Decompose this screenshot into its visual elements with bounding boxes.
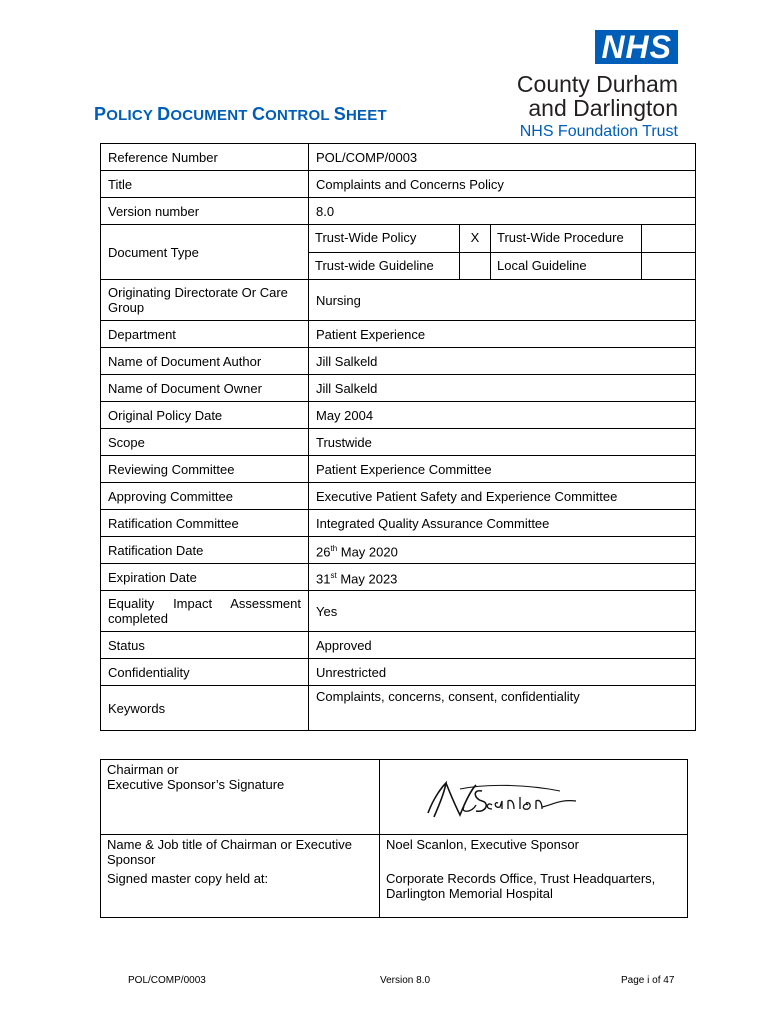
table-row [101,171,696,198]
table-row [101,632,696,659]
date-day: 26 [316,544,331,560]
table-row [101,429,696,456]
row-label: Expiration Date [101,564,309,591]
org-name-line1: County Durham [516,71,678,97]
table-row [101,321,696,348]
row-label: Name of Document Author [101,348,309,375]
row-value: Integrated Quality Assurance Committee [309,510,696,537]
name-job-value: Noel Scanlon, Executive Sponsor [380,835,688,870]
row-value: Nursing [309,280,696,321]
row-value: Executive Patient Safety and Experience Committee [309,483,696,510]
signature-table [100,759,688,918]
signature-box [380,760,688,835]
table-row [101,280,696,321]
row-value: Complaints and Concerns Policy [309,171,696,198]
row-label: Name of Document Owner [101,375,309,402]
nhs-logo [488,30,678,142]
row-value: Yes [309,591,696,632]
row-value: Patient Experience Committee [309,456,696,483]
org-name-line2: and Darlington [528,95,678,121]
date-rest: May 2020 [337,544,398,560]
master-copy-value: Corporate Records Office, Trust Headquarters, Darlington Memorial Hospital [380,869,688,917]
org-trust-name: NHS Foundation Trust [519,123,678,140]
table-row [101,483,696,510]
row-label: Version number [101,198,309,225]
title-initial: S [333,104,347,124]
table-row [101,402,696,429]
row-value: Complaints, concerns, consent, confidentiality [309,686,696,731]
table-row [101,456,696,483]
row-label: Ratification Committee [101,510,309,537]
row-label: Reference Number [101,144,309,171]
row-label: Ratification Date [101,537,309,564]
table-row [101,591,696,632]
row-value: Unrestricted [309,659,696,686]
row-value: Approved [309,632,696,659]
title-initial: D [157,104,171,124]
title-initial: C [251,104,266,124]
table-row [101,348,696,375]
page-title-text [94,104,387,124]
doctype-option: Trust-Wide Policy [309,225,460,252]
page-title [94,104,387,125]
row-value: Trustwide [309,429,696,456]
doctype-option: Local Guideline [491,252,642,279]
doctype-checkbox[interactable]: X [460,225,491,252]
row-value [309,537,696,564]
date-rest: May 2023 [336,571,398,587]
date-day: 31 [316,571,331,587]
row-label: Confidentiality [101,659,309,686]
table-row [101,564,696,591]
table-row [101,144,696,171]
signature-label [101,760,380,835]
table-row [101,225,696,280]
table-row [101,537,696,564]
table-row [101,510,696,537]
row-label: Originating Directorate Or Care Group [101,280,309,321]
row-value: Jill Salkeld [309,348,696,375]
row-value [309,564,696,591]
doctype-checkbox[interactable] [642,252,696,279]
doctype-option: Trust-Wide Procedure [491,225,642,252]
signature-label-line1: Chairman or [107,762,179,777]
row-label: Status [101,632,309,659]
name-job-label: Name & Job title of Chairman or Executive Sponsor [101,835,380,870]
footer-page-number: Page i of 47 [621,975,675,986]
nhs-badge: NHS [595,30,678,64]
title-rest: OCUMENT [170,107,252,124]
table-row [101,686,696,731]
row-label: Original Policy Date [101,402,309,429]
signature-image [420,777,580,821]
row-label: Title [101,171,309,198]
master-copy-label: Signed master copy held at: [101,869,380,917]
table-row [101,375,696,402]
doctype-option: Trust-wide Guideline [309,252,460,279]
doctype-checkbox[interactable] [642,225,696,252]
row-value: May 2004 [309,402,696,429]
row-label: Scope [101,429,309,456]
date-suffix: st [330,570,337,580]
row-value: POL/COMP/0003 [309,144,696,171]
title-rest: OLICY [106,107,158,124]
row-label: Document Type [101,225,309,280]
row-label: Keywords [101,686,309,731]
footer-reference: POL/COMP/0003 [128,975,206,986]
table-row [101,659,696,686]
document-type-grid [309,225,696,280]
doctype-checkbox[interactable] [460,252,491,279]
title-rest: HEET [346,107,387,124]
row-label: Approving Committee [101,483,309,510]
row-label: Equality Impact Assessment completed [101,591,309,632]
date-suffix: th [330,543,338,553]
row-label: Reviewing Committee [101,456,309,483]
row-label: Department [101,321,309,348]
table-row [101,198,696,225]
row-value: Patient Experience [309,321,696,348]
control-table [100,143,696,731]
title-rest: ONTROL [265,107,334,124]
row-value: Jill Salkeld [309,375,696,402]
footer-version: Version 8.0 [380,975,431,986]
title-initial: P [94,104,107,124]
row-value: 8.0 [309,198,696,225]
signature-label-line2: Executive Sponsor’s Signature [107,777,285,792]
